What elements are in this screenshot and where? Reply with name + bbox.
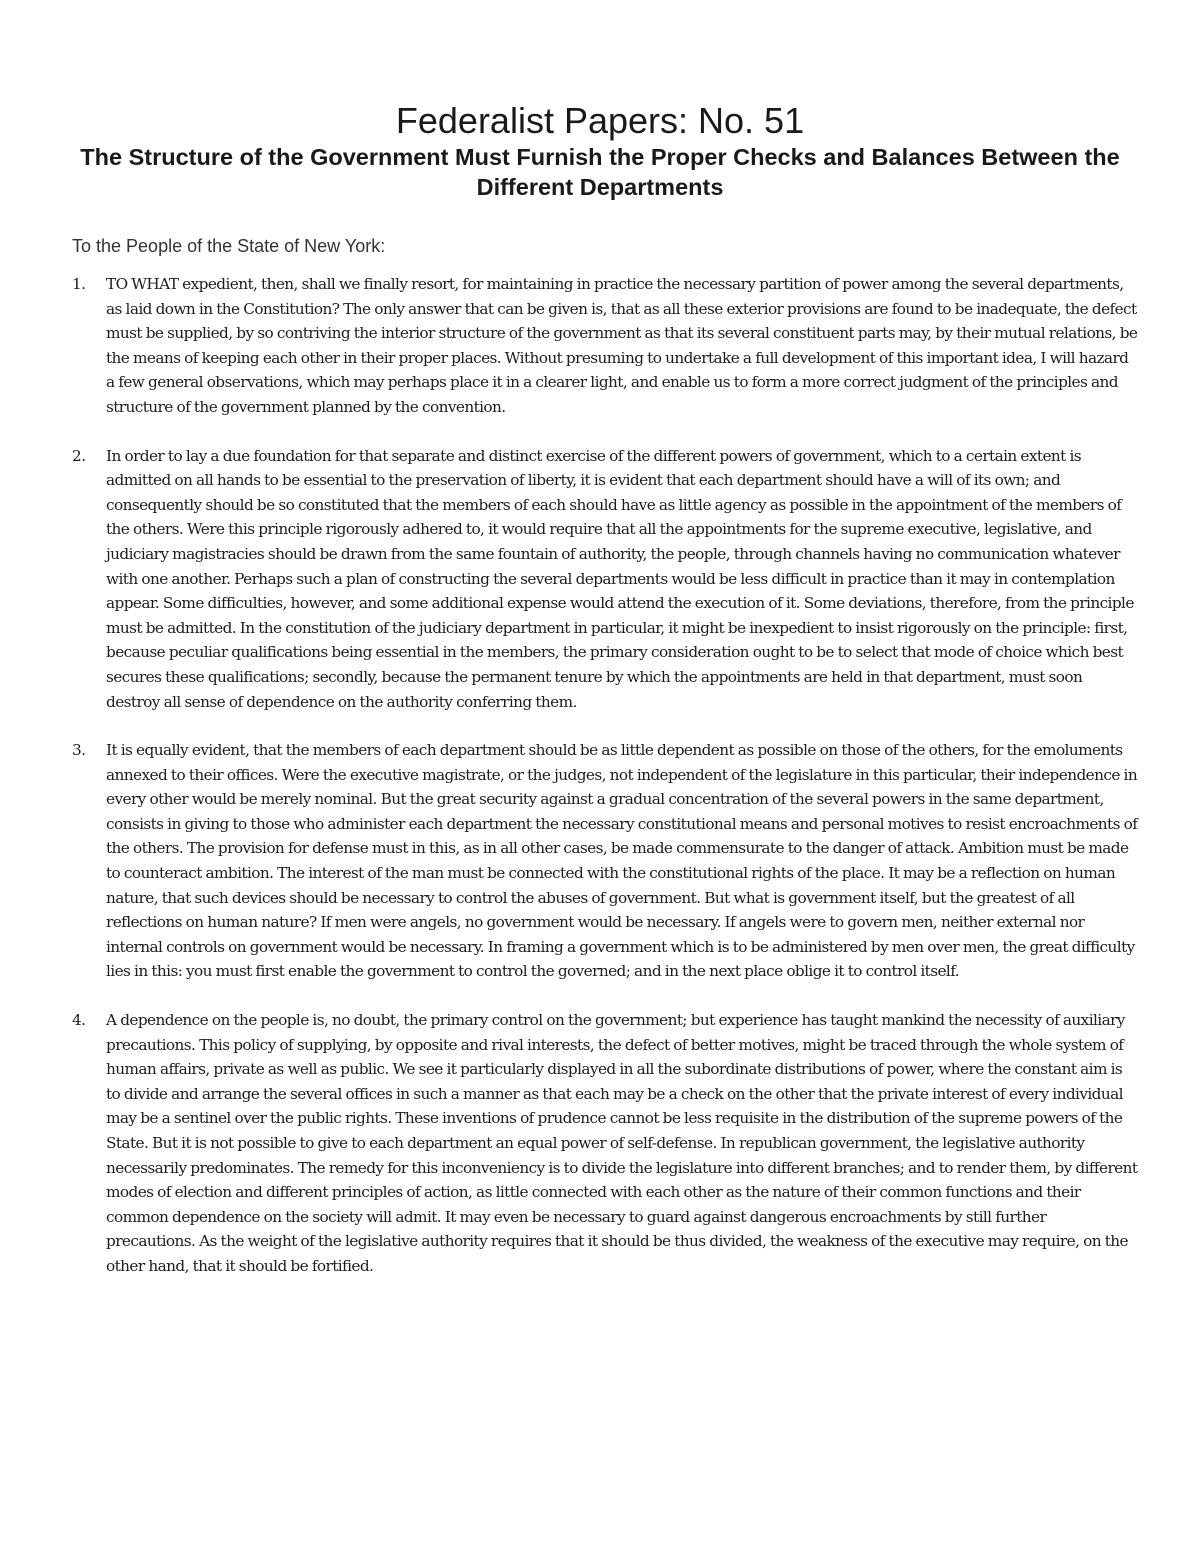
paragraph-text: A dependence on the people is, no doubt, the primary control on the government; but experience has taught mankind the necessity of auxiliary precautions. This policy of supplying, by opposite and rival interests, the defect of better motives, might be traced through the whole system of human affairs, private as well as public. We see it particularly displayed in all the subordinate distributions of power, where the constant aim is to divide and arrange the several offices in such a manner as that each may be a check on the other that the private interest of every individual may be a sentinel over the public rights. These inventions of prudence cannot be less requisite in the distribution of the supreme powers of the State. But it is not possible to give to each department an equal power of self-defense. In republican government, the legislative authority necessarily predominates. The remedy for this inconveniency is to divide the legislature into different branches; and to render them, by different modes of election and different principles of action, as little connected with each other as the nature of their common functions and their common dependence on the society will admit. It may even be necessary to guard against dangerous encroachments by still further precautions. As the weight of the legislative authority requires that it should be thus divided, the weakness of the executive may require, on the other hand, that it should be fortified. bbox=[106, 1011, 1138, 1275]
paragraph-number: 1. bbox=[72, 275, 86, 293]
paragraph-3 bbox=[72, 738, 1138, 984]
page-title: Federalist Papers: No. 51 bbox=[395, 100, 805, 141]
paragraph-text: It is equally evident, that the members of each department should be as little dependent as possible on those of the others, for the emoluments annexed to their offices. Were the executive magistrate, or the judges, not independent of the legislature in this particular, their independence in every other would be merely nominal. But the great security against a gradual concentration of the several powers in the same department, consists in giving to those who administer each department the necessary constitutional means and personal motives to resist encroachments of the others. The provision for defense must in this, as in all other cases, be made commensurate to the danger of attack. Ambition must be made to counteract ambition. The interest of the man must be connected with the constitutional rights of the place. It may be a reflection on human nature, that such devices should be necessary to control the abuses of government. But what is government itself, but the greatest of all reflections on human nature? If men were angels, no government would be necessary. If angels were to govern men, neither external nor internal controls on government would be necessary. In framing a government which is to be administered by men over men, the great difficulty lies in this: you must first enable the government to control the governed; and in the next place oblige it to control itself. bbox=[106, 741, 1138, 981]
paragraph-number: 4. bbox=[72, 1011, 86, 1030]
paragraph-1 bbox=[72, 272, 1138, 420]
paragraph-4 bbox=[72, 1008, 1138, 1279]
paragraph-number: 3. bbox=[72, 741, 86, 760]
paragraph-number: 2. bbox=[72, 446, 86, 465]
paragraph-list bbox=[72, 272, 1138, 1303]
paragraph-2 bbox=[72, 444, 1138, 715]
paragraph-text: TO WHAT expedient, then, shall we finally resort, for maintaining in practice the necessary partition of power among the several departments, as laid down in the Constitution? The only answer that can be given is, that as all these exterior provisions are found to be inadequate, the defect must be supplied, by so contriving the interior structure of the government as that its several constituent parts may, by their mutual relations, be the means of keeping each other in their proper places. Without presuming to undertake a full development of this important idea, I will hazard a few general observations, which may perhaps place it in a clearer light, and enable us to form a more correct judgment of the principles and structure of the government planned by the convention. bbox=[106, 275, 1138, 416]
paragraph-text: In order to lay a due foundation for that separate and distinct exercise of the different powers of government, which to a certain extent is admitted on all hands to be essential to the preservation of liberty, it is evident that each department should have a will of its own; and consequently should be so constituted that the members of each should have as little agency as possible in the appointment of the members of the others. Were this principle rigorously adhered to, it would require that all the appointments for the supreme executive, legislative, and judiciary magistracies should be drawn from the same fountain of authority, the people, through channels having no communication whatever with one another. Perhaps such a plan of constructing the several departments would be less difficult in practice than it may in contemplation appear. Some difficulties, however, and some additional expense would attend the execution of it. Some deviations, therefore, from the principle must be admitted. In the constitution of the judiciary department in particular, it might be inexpedient to insist rigorously on the principle: first, because peculiar qualifications being essential in the members, the primary consideration ought to be to select that mode of choice which best secures these qualifications; secondly, because the permanent tenure by which the appointments are held in that department, must soon destroy all sense of dependence on the authority conferring them. bbox=[106, 446, 1134, 711]
salutation: To the People of the State of New York: bbox=[72, 236, 386, 256]
page-subtitle: The Structure of the Government Must Furnish the Proper Checks and Balances Between the Different Departments bbox=[80, 144, 1120, 200]
